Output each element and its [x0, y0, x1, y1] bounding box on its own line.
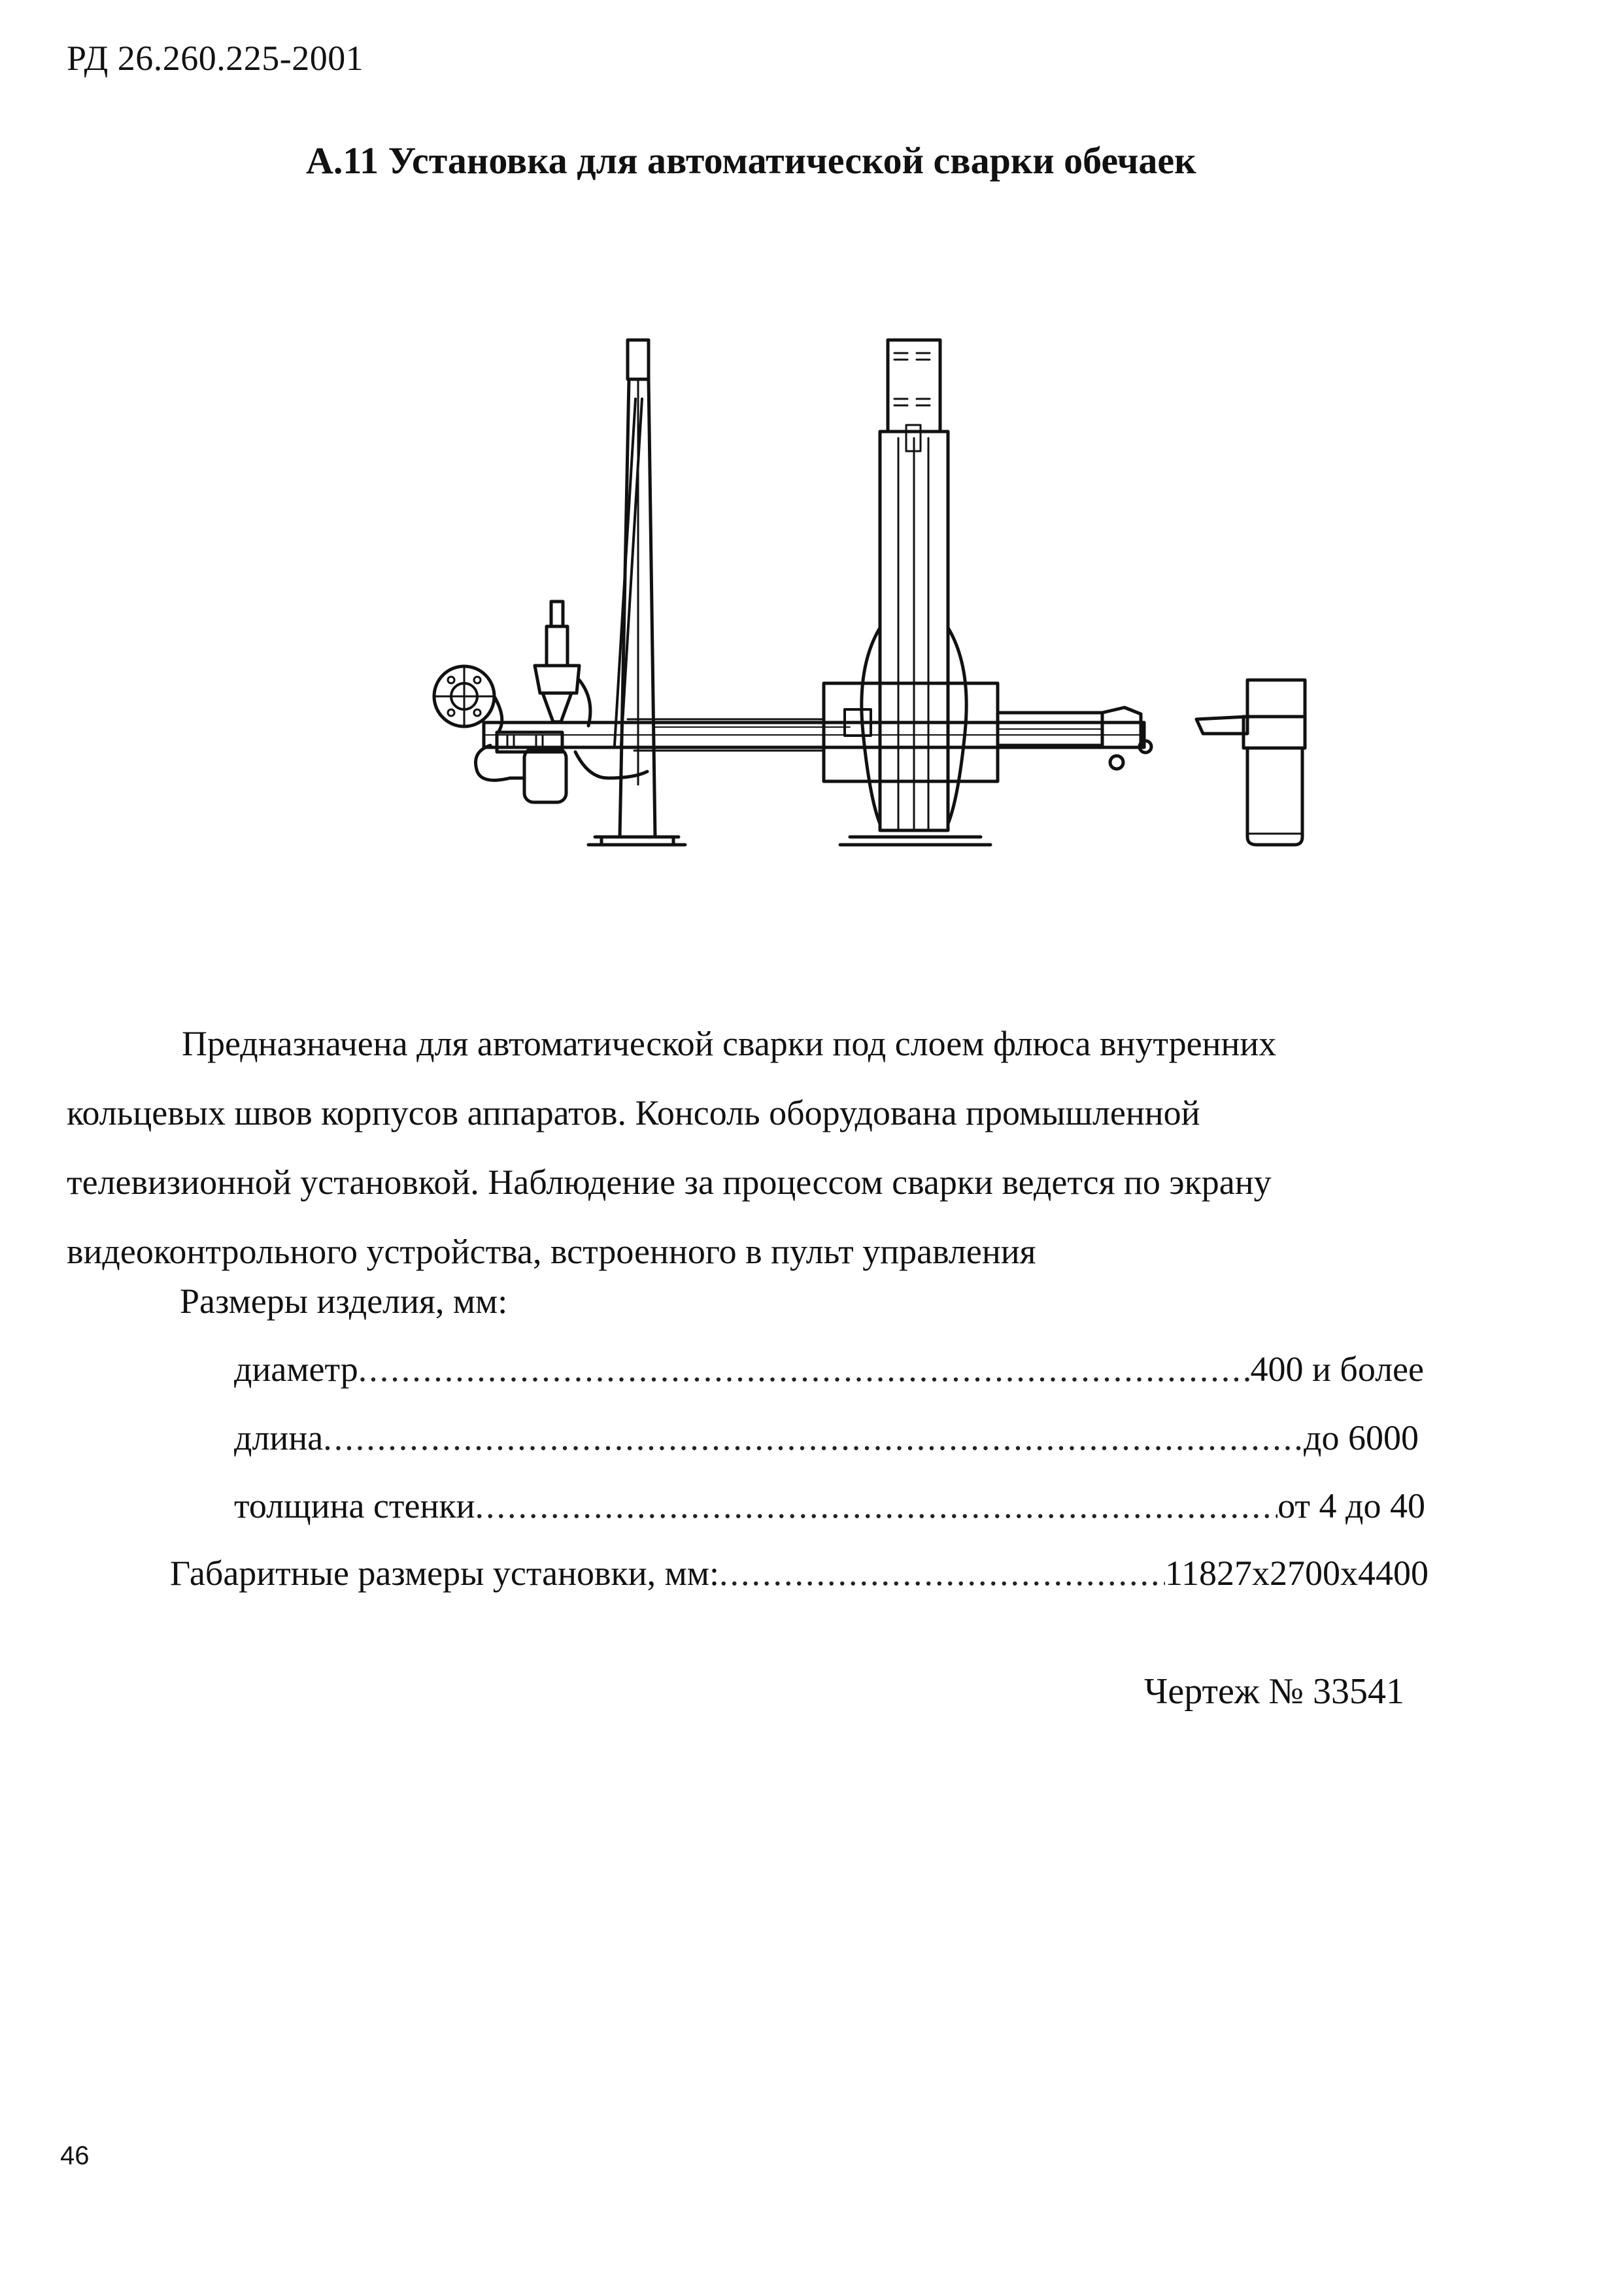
dot-leader	[323, 1418, 1304, 1458]
beam-extension	[998, 707, 1151, 769]
description-line: телевизионной установкой. Наблюдение за процессом сварки ведется по экрану	[67, 1163, 1272, 1202]
description-line: кольцевых швов корпусов аппаратов. Консоль оборудована промышленной	[67, 1093, 1200, 1132]
welding-installation-drawing	[353, 327, 1308, 876]
dot-leader	[475, 1486, 1278, 1526]
spec-row-length	[234, 1418, 1419, 1458]
spec-heading: Размеры изделия, мм:	[180, 1282, 508, 1321]
dot-leader	[719, 1553, 1165, 1593]
page-number: 46	[60, 2141, 90, 2170]
spec-value: 11827x2700x4400	[1165, 1554, 1429, 1593]
spec-label: Габаритные размеры установки, мм:	[170, 1554, 719, 1593]
description-line: Предназначена для автоматической сварки под слоем флюса внутренних	[182, 1024, 1277, 1063]
spec-row-wall-thickness	[234, 1486, 1425, 1526]
drawing-number: Чертеж № 33541	[1144, 1671, 1404, 1712]
spec-row-overall-dimensions	[170, 1553, 1429, 1593]
spec-value: до 6000	[1304, 1418, 1419, 1457]
section-title: А.11 Установка для автоматической сварки обечаек	[306, 139, 1196, 182]
spec-row-diameter	[234, 1349, 1424, 1389]
left-support-column	[588, 340, 685, 845]
spec-label: диаметр	[234, 1350, 358, 1389]
description-line: видеоконтрольного устройства, встроенного в пульт управления	[67, 1232, 1036, 1271]
spec-label: толщина стенки	[234, 1486, 475, 1525]
spec-value: 400 и более	[1250, 1350, 1424, 1389]
control-panel	[1196, 680, 1305, 845]
right-column	[824, 340, 998, 845]
document-code: РД 26.260.225-2001	[67, 39, 364, 78]
spec-label: длина	[234, 1418, 324, 1457]
spec-value: от 4 до 40	[1277, 1486, 1425, 1525]
dot-leader	[358, 1349, 1251, 1389]
description-paragraph	[67, 1009, 1407, 1286]
